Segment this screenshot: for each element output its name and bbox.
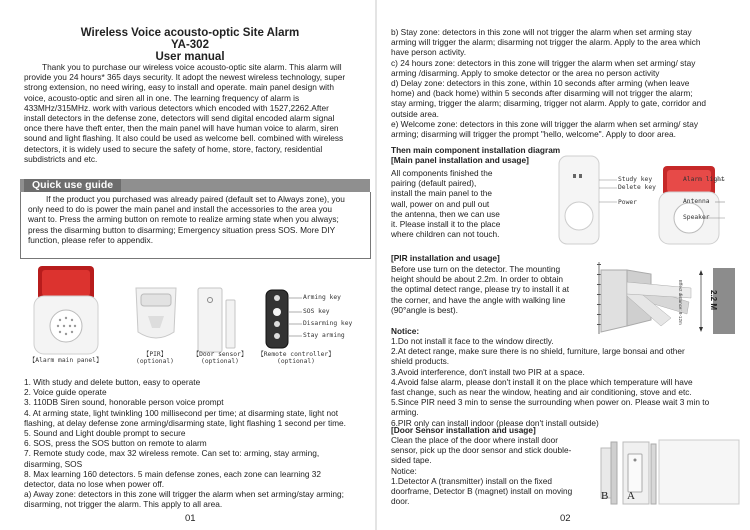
- notice-item: 4.Avoid false alarm, please don't install it on the place which temperature will have: [391, 376, 693, 387]
- antenna-label: Antenna: [683, 198, 710, 205]
- disarming-key-label: Disarming key: [303, 320, 353, 327]
- notice-heading: Notice:: [391, 326, 420, 336]
- pir-line: Before use turn on the detector. The mounting: [391, 264, 561, 274]
- main-panel-line: pairing (default paired),: [391, 178, 477, 189]
- quick-guide-line: only need to do is power the main panel and install the accessories to the area you: [28, 204, 332, 215]
- pir-line: height should be about 2.2m. In order to obtain: [391, 274, 564, 285]
- main-panel-line: it. Please install it to the place: [391, 219, 501, 230]
- arming-key-label: Arming key: [303, 294, 341, 301]
- delete-key-label: Delete key: [618, 184, 656, 191]
- page-two: [377, 0, 750, 530]
- door-line: sided tape.: [391, 455, 432, 466]
- feature-item: disarming, SOS: [24, 458, 83, 469]
- pir-text: [391, 264, 591, 315]
- feature-item: 5. Sound and Light double prompt to secure: [24, 428, 186, 439]
- main-panel-caption: 【Alarm main panel】: [29, 357, 103, 364]
- pir-optional: (optional): [136, 358, 174, 365]
- quick-guide-line: press the disarming button to disarming; Emergency situation press SOS. More DIY: [28, 224, 336, 235]
- notice-item: arming.: [391, 407, 419, 418]
- quick-guide-bar: [20, 179, 370, 192]
- door-sensor-text: [391, 435, 603, 506]
- pir-range-diagram: [591, 256, 746, 338]
- feature-item: disarming, not trigger the alarm. This apply to all area.: [24, 499, 223, 510]
- door-line: doorframe, Detector B (magnet) install on moving: [391, 486, 573, 497]
- zone-line: have person activity.: [391, 47, 467, 58]
- sos-key-label: SOS key: [303, 308, 330, 315]
- quick-guide-heading: Quick use guide: [24, 179, 121, 192]
- pir-detector-image: [136, 288, 176, 338]
- zone-line: c) 24 hours zone: detectors in this zone will trigger the alarm when set arming/ stay: [391, 57, 696, 68]
- pir-line: (90°angle is best).: [391, 304, 458, 315]
- notice-item: 5.Since PIR need 3 min to sense the surrounding when power on. Please wait 3 min to: [391, 397, 710, 408]
- features-list: [24, 377, 370, 510]
- feature-item: 7. Remote study code, max 32 wireless remote. Can set to: arming, stay arming,: [24, 448, 320, 459]
- zones-text: [391, 27, 741, 139]
- installation-diagram-heading: Then main component installation diagram: [391, 145, 561, 155]
- feature-item: 2. Voice guide operate: [24, 387, 107, 398]
- main-panel-line: the antenna, then we can use: [391, 208, 500, 219]
- feature-item: 4. At arming state, light twinkling 100 millisecond per time; at disarming state, light not: [24, 407, 339, 418]
- main-panel-text: [391, 168, 551, 239]
- remote-controller-image: [266, 290, 302, 348]
- main-panel-line: All components finished the: [391, 168, 493, 178]
- zone-line: stay arming, trigger the alarm; disarming, trigger not alarm. Apply to gate, corridor and: [391, 98, 706, 109]
- main-panel-line: install the main panel to the: [391, 188, 493, 199]
- alarm-light-label: Alarm light: [683, 176, 725, 183]
- main-panel-line: wall, power on and pull out: [391, 198, 490, 209]
- intro-line: 433MHz/315MHz. work with various detectors which encoded with 1527,2262.After: [24, 102, 329, 113]
- door-sensor-diagram: [599, 438, 749, 506]
- intro-line: once there have theft enter, then the main panel will have human voice to alarm, siren: [24, 123, 339, 134]
- zone-line: arming will trigger the alarm; disarming not trigger the alarm. Apply to the area which: [391, 37, 701, 48]
- pir-height-label: 2.2 M: [709, 290, 718, 311]
- feature-item: detector, data no lose when power off.: [24, 479, 165, 490]
- page-number: 02: [560, 513, 571, 524]
- quick-guide-line: If the product you purchased was already paired (default set to Always zone), you: [46, 194, 345, 204]
- notice-item: 3.Avoid interference, don't install two PIR at a space.: [391, 366, 585, 377]
- zone-line: b) Stay zone: detectors in this zone will not trigger the alarm when set arming stay: [391, 27, 692, 37]
- zone-line: arming /disarming. Apply to smoke detector or the area no person activity: [391, 67, 660, 78]
- main-panel-heading: [Main panel installation and usage]: [391, 155, 529, 165]
- feature-item: 3. 110DB Siren sound, honorable person voice prompt: [24, 397, 224, 408]
- manual-title: Wireless Voice acousto-optic Site Alarm: [80, 27, 300, 39]
- zone-line: arming; disarming will trigger the prompt "hello, welcome". Apply to door area.: [391, 129, 676, 140]
- pir-line: the optimal detect range, please try to install it at: [391, 284, 570, 295]
- door-line: 1.Detector A (transmitter) install on the fixed: [391, 475, 552, 486]
- door-line: Notice:: [391, 465, 417, 476]
- notice-item: fast change, such as near the window, heating and air conditioning, stove and etc.: [391, 387, 692, 398]
- intro-line: Thank you to purchase our wireless voice acousto-optic site alarm. This alarm will: [42, 62, 342, 72]
- panel-back-image: [559, 156, 617, 244]
- remote-optional: (optional): [277, 358, 315, 365]
- zone-line: e) Welcome zone: detectors in this zone will trigger the alarm when set arming/ stay: [391, 118, 698, 129]
- quick-guide-text: [28, 194, 364, 245]
- feature-item: 8. Max learning 160 detectors. 5 main defense zones, each zone can learning 32: [24, 468, 322, 479]
- quick-guide-line: want to. Press the arming button on remote to realize arming state when you always;: [28, 214, 339, 225]
- feature-item: a) Away zone: detectors in this zone will trigger the alarm when set arming/stay arming;: [24, 489, 344, 500]
- feature-item: 6. SOS, press the SOS button on remote to alarm: [24, 438, 207, 449]
- power-label: Power: [618, 199, 637, 206]
- manual-subtitle: User manual: [155, 51, 225, 63]
- main-panel-diagram: [555, 152, 745, 248]
- notice-item: 6.PIR only can install indoor (please don't install outside): [391, 417, 599, 428]
- model-number: YA-302: [171, 39, 209, 51]
- feature-item: flashing, at delay defense zone arming/disarming state, light flashing 1 second per time.: [24, 417, 346, 428]
- intro-line: sound and light flashing. It also could be used as welcome bell. combined with wireless: [24, 133, 344, 144]
- door-line: door.: [391, 496, 410, 507]
- zone-line: home) and (back home) within 5 seconds after disarming will not trigger the alarm;: [391, 88, 693, 99]
- magnet-b-label: B: [601, 490, 609, 502]
- intro-line: strong extension, no need wiring, easy to install and operate. main panel design with: [24, 82, 334, 93]
- main-panel-line: where children can not touch.: [391, 229, 500, 240]
- stay-arming-label: Stay arming: [303, 332, 345, 339]
- intro-line: subdistricts and etc.: [24, 153, 98, 164]
- alarm-main-panel-image: [34, 266, 98, 354]
- notice-item: 2.At detect range, make sure there is no shield, furniture, large bonsai and other: [391, 346, 685, 357]
- feature-item: 1. With study and delete button, easy to operate: [24, 377, 201, 387]
- page-number: 01: [185, 513, 196, 524]
- pir-line: the corner, and have the angle with walking line: [391, 294, 566, 305]
- door-sensor-caption: 【Door sensor】: [192, 351, 248, 358]
- door-line: sensor, pick up the door sensor and stick double-: [391, 445, 572, 456]
- intro-line: detectors, it is widely used to secure the safety of home, store, factory, residential: [24, 143, 323, 154]
- zone-line: outside area.: [391, 108, 439, 119]
- intro-paragraph: [24, 62, 368, 164]
- quick-guide-line: function, please refer to appendix.: [28, 234, 153, 245]
- zone-line: d) Delay zone: detectors in this zone, within 10 seconds after arming (when leave: [391, 78, 690, 89]
- door-sensor-optional: (optional): [201, 358, 239, 365]
- pir-heading: [PIR installation and usage]: [391, 253, 500, 263]
- door-line: Clean the place of the door where install door: [391, 435, 558, 445]
- pir-range-label: Effect distance: 8-12m: [678, 280, 683, 325]
- door-sensor-heading: [Door Sensor installation and usage]: [391, 425, 536, 435]
- notice-list: [391, 336, 741, 428]
- intro-line: install detectors in the defense zone, detectors will send digital encoded alarm signal: [24, 113, 335, 124]
- speaker-label: Speaker: [683, 214, 710, 221]
- notice-item: shield products.: [391, 356, 450, 367]
- intro-line: voice, acousto-optic and siren all in one. The learning frequency of alarm is: [24, 92, 300, 103]
- notice-item: 1.Do not install it face to the window directly.: [391, 336, 554, 346]
- transmitter-a-label: A: [627, 490, 635, 502]
- intro-line: provide you 24 hours* 365 days security. It adopt the newest wireless technology, super: [24, 72, 346, 83]
- remote-caption: 【Remote controller】: [257, 351, 335, 358]
- pir-caption: 【PIR】: [143, 351, 167, 358]
- door-sensor-image: [198, 288, 235, 352]
- study-key-label: Study key: [618, 176, 653, 183]
